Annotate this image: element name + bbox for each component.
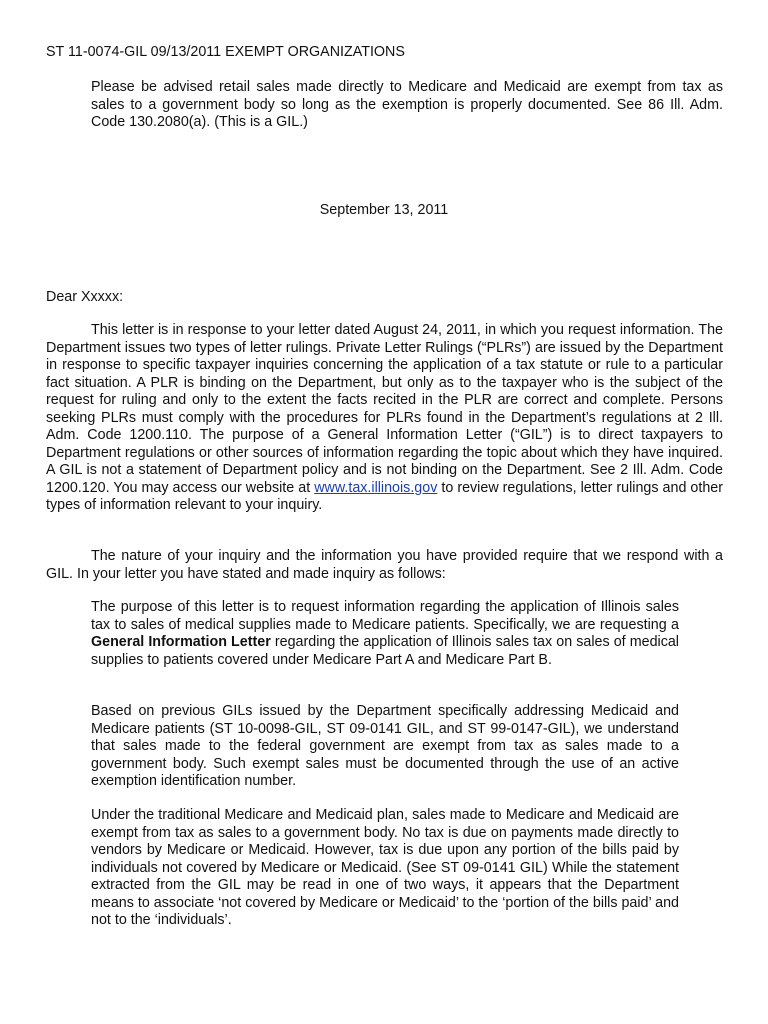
- summary-paragraph: Please be advised retail sales made directly to Medicare and Medicaid are exempt from tax as sales to a government body so long as the exemption is properly documented. See 86 Ill. Adm. Code 130.2080(a). (This is a GIL.): [91, 79, 723, 130]
- bold-term: General Information Letter: [91, 634, 271, 650]
- quote-text: The purpose of this letter is to request information regarding the application of Illinois sales tax to sales of medical supplies made to Medicare patients. Specifically, we are requesting a: [91, 599, 679, 633]
- quoted-paragraph-previous-gils: Based on previous GILs issued by the Department specifically addressing Medicaid and Medicare patients (ST 10-0098-GIL, ST 09-0141 GIL, and ST 99-0147-GIL), we understand that sales made to the federal government are exempt from tax as sales made to a government body. Such exempt sales must be documented through the use of an active exemption identification number.: [91, 703, 679, 789]
- letter-date: September 13, 2011: [319, 202, 449, 218]
- paragraph-text: This letter is in response to your letter dated August 24, 2011, in which you request information. The Department issues two types of letter rulings. Private Letter Rulings (“PLRs”) are issued by the Department in response to specific taxpayer inquiries concerning the application of a tax statute or rule to a particular fact situation. A PLR is binding on the Department, but only as to the taxpayer who is the subject of the request for ruling and only to the extent the facts recited in the PLR are correct and complete. Persons seeking PLRs must comply with the procedures for PLRs found in the Department’s regulations at 2 Ill. Adm. Code 1200.110. The purpose of a General Information Letter (“GIL”) is to direct taxpayers to Department regulations or other sources of information regarding the topic about which they have inquired. A GIL is not a statement of Department policy and is not binding on the Department. See 2 Ill. Adm. Code 1200.120. You may access our website at: [46, 322, 723, 496]
- paragraph-inquiry: The nature of your inquiry and the information you have provided require that we respond with a GIL. In your letter you have stated and made inquiry as follows:: [46, 548, 723, 582]
- website-link[interactable]: www.tax.illinois.gov: [314, 479, 438, 496]
- paragraph-letter-rulings: [46, 322, 723, 515]
- quoted-paragraph-traditional-plan: Under the traditional Medicare and Medicaid plan, sales made to Medicare and Medicaid are exempt from tax as sales to a government body. No tax is due on payments made directly to vendors by Medicare or Medicaid. However, tax is due upon any portion of the bills paid by individuals not covered by Medicare or Medicaid. (See ST 09-0141 GIL) While the statement extracted from the GIL may be read in one of two ways, it appears that the Department means to associate ‘not covered by Medicare or Medicaid’ to the ‘portion of the bills paid’ and not to the ‘individuals’.: [91, 807, 679, 928]
- quote-text: regarding the application of Illinois sales tax on sales of medical supplies to patients covered under Medicare Part A and Medicare Part B.: [91, 634, 679, 668]
- quoted-paragraph-purpose: [91, 599, 679, 669]
- salutation: Dear Xxxxx:: [46, 289, 124, 305]
- document-header: ST 11-0074-GIL 09/13/2011 EXEMPT ORGANIZATIONS: [46, 44, 405, 60]
- paragraph-text: to review regulations, letter rulings and other types of information relevant to your inquiry.: [46, 479, 723, 513]
